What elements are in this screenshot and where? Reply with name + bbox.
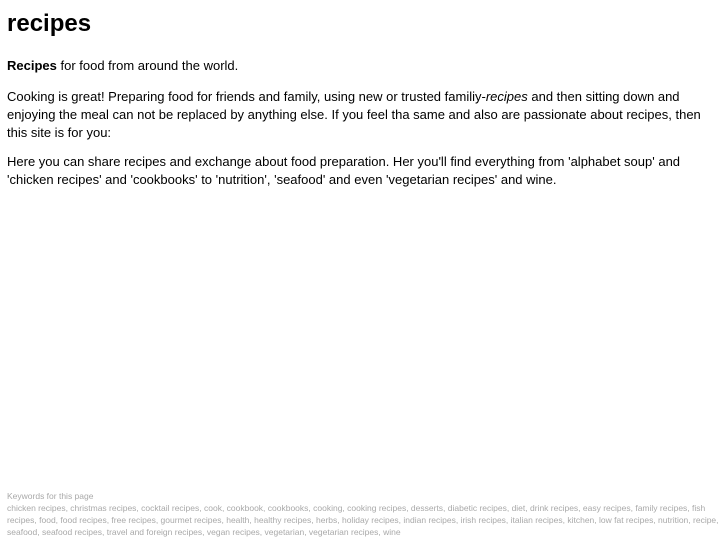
intro-bold-text: Recipes bbox=[7, 58, 57, 73]
cooking-paragraph bbox=[7, 88, 719, 142]
keywords-title: Keywords for this page bbox=[7, 491, 94, 501]
cooking-text-start: Cooking is great! Preparing food for friends and family, using new or trusted familiy- bbox=[7, 89, 486, 104]
keywords-list: chicken recipes, christmas recipes, cocktail recipes, cook, cookbook, cookbooks, cooking, cooking recipes, desserts, diabetic recipes, diet, drink recipes, easy recipes, family recipes, fish recipes, food, food recipes, free recipes, gourmet recipes, health, healthy recipes, herbs, holiday recipes, indian recipes, irish recipes, italian recipes, kitchen, low fat recipes, nutrition, recipe, seafood, seafood recipes, travel and foreign recipes, vegan recipes, vegetarian, vegetarian recipes, wine bbox=[7, 503, 719, 537]
keywords-footer bbox=[7, 490, 722, 538]
cooking-text-end: and then sitting down and enjoying the meal can not be replaced by anything else. If you feel tha same and also are passionate about recipes, then this site is for you: bbox=[7, 89, 701, 140]
main-content bbox=[7, 0, 719, 189]
page-title: recipes bbox=[7, 10, 92, 37]
intro-paragraph bbox=[7, 57, 719, 75]
recipes-italic-text: recipes bbox=[485, 89, 528, 104]
share-paragraph: Here you can share recipes and exchange about food preparation. Her you'll find everything from 'alphabet soup' and 'chicken recipes' and 'cookbooks' to 'nutrition', 'seafood' and even 'vegetarian recipes' and wine. bbox=[7, 154, 681, 187]
intro-text: for food from around the world. bbox=[56, 58, 239, 73]
